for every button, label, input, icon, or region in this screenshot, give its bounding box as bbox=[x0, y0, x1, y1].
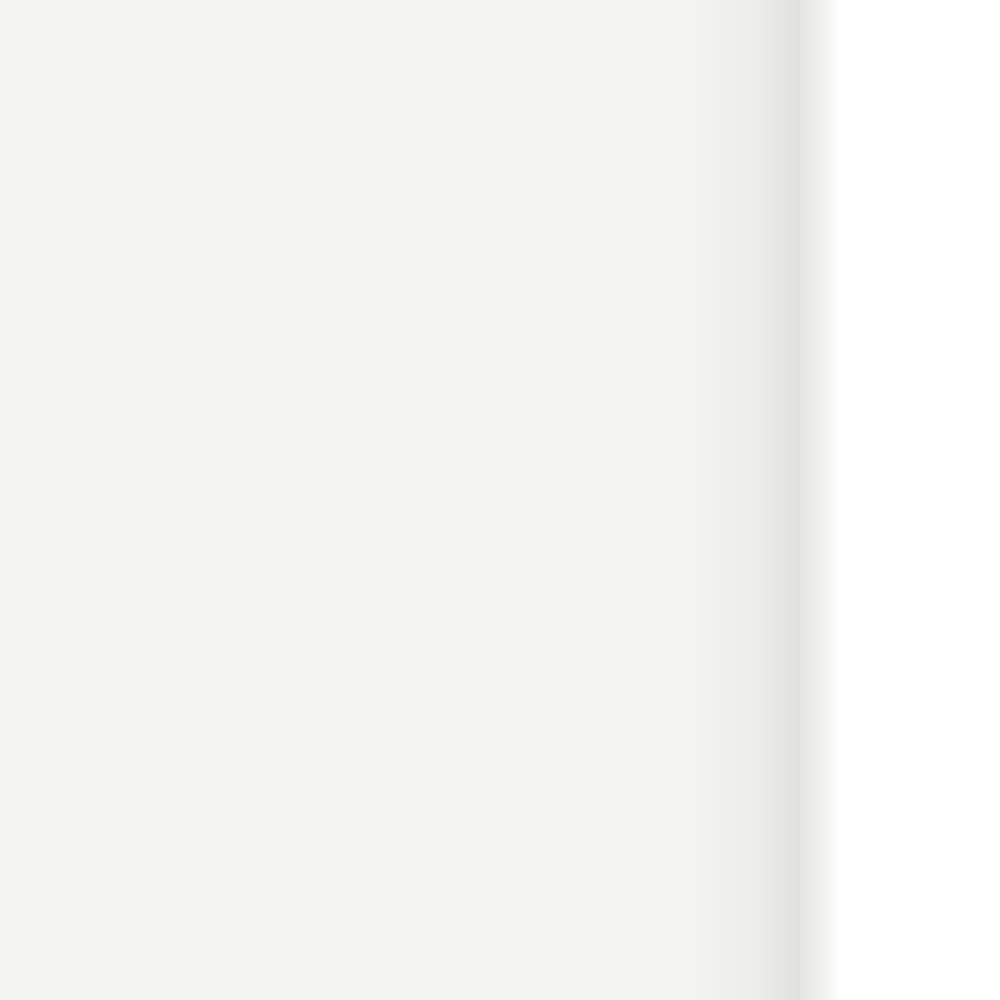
facing-page-shadow bbox=[690, 0, 800, 1000]
book-spine bbox=[800, 0, 840, 1000]
